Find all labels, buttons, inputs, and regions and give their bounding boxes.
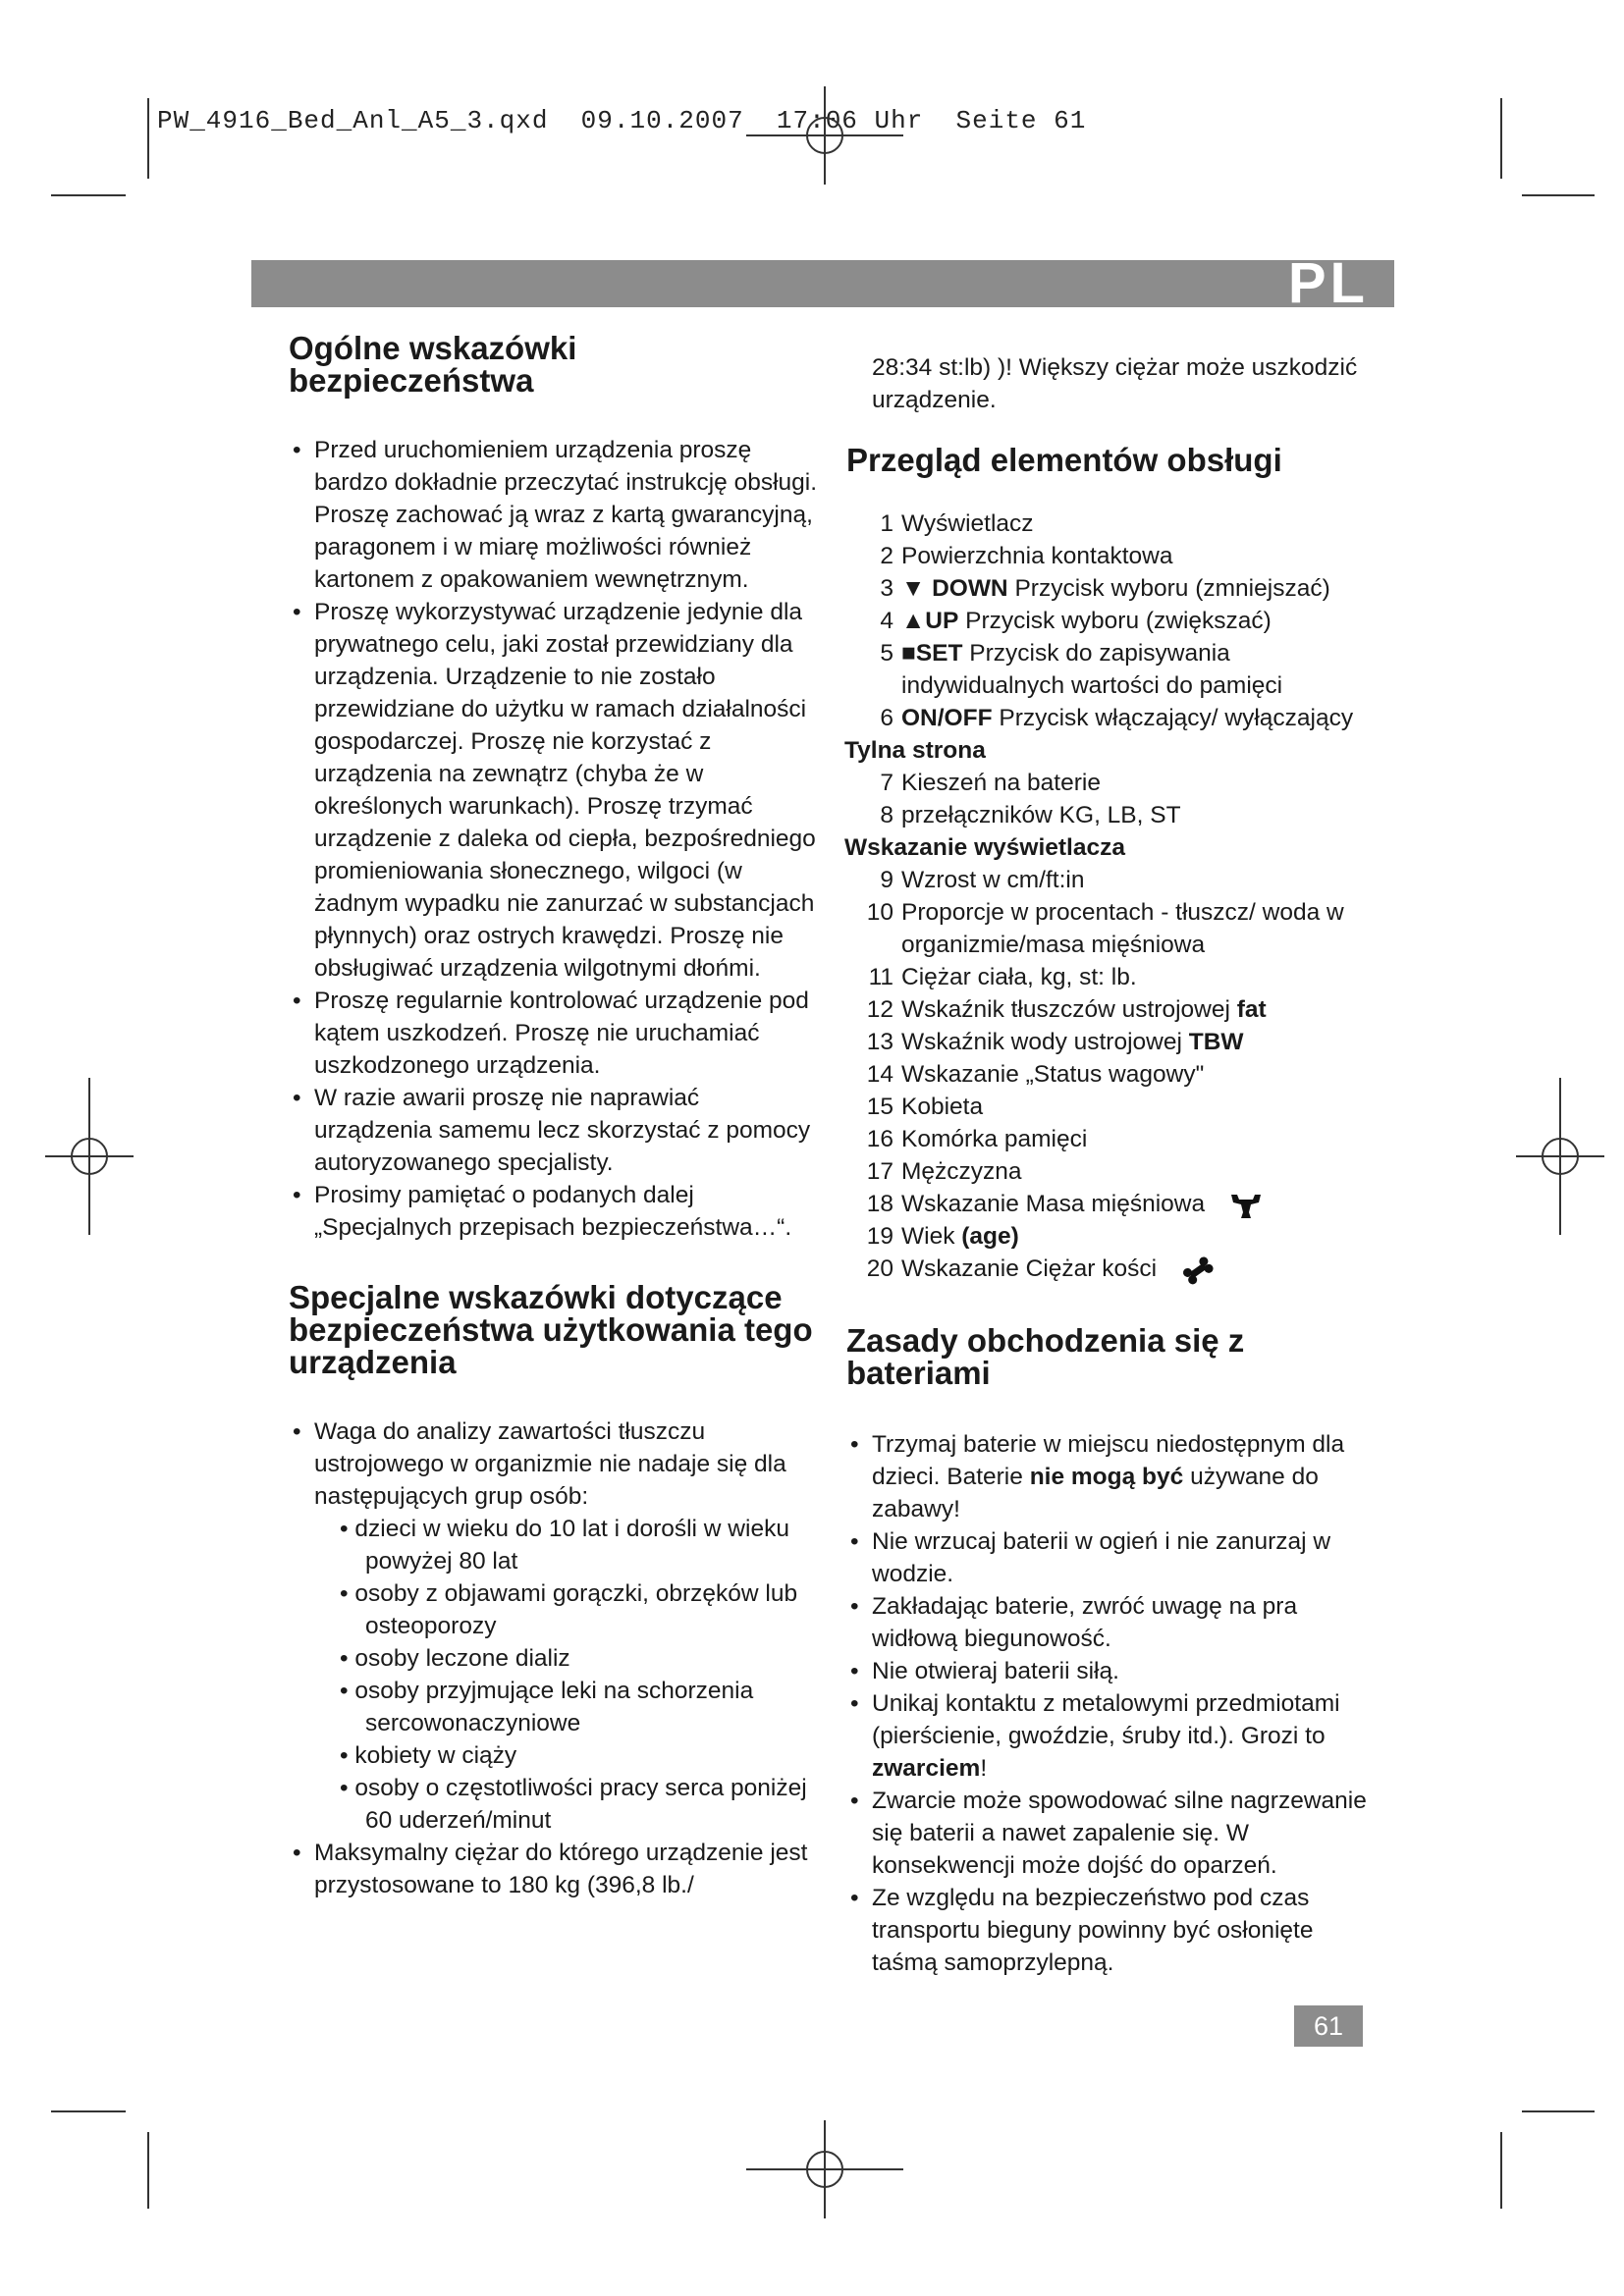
list-item: • osoby przyjmujące leki na schorzenia sercowonaczyniowe: [314, 1675, 819, 1739]
list-item: 6 ON/OFF Przycisk włączający/ wyłączający: [880, 705, 1354, 731]
up-arrow-icon: ▲: [901, 608, 926, 634]
list-item: 4 ▲UP Przycisk wyboru (zwiększać): [880, 608, 1272, 634]
battery-handling-title: Zasady obchodzenia się z bateriami: [846, 1322, 1245, 1391]
list-item: 9 Wzrost w cm/ft:in: [880, 867, 1085, 893]
language-header-band: [251, 251, 1394, 315]
list-item: 15 Kobieta: [866, 1094, 984, 1120]
registration-mark-top-icon: [746, 86, 903, 185]
list-item: 12 Wskaźnik tłuszczów ustrojowej fat: [866, 996, 1267, 1023]
crop-mark-top-left-h: [51, 194, 126, 196]
back-side-label: Tylna strona: [844, 737, 986, 764]
list-item: • Proszę wykorzystywać urządzenie jedynie dla prywatnego celu, jaki został przewidziany dla urządzenia. Urządzenie to nie zostało przewidziane do użytku w ramach działalności gospodarczej. Proszę nie korzystać z urządzenia na zewnątrz (chyba że w określonych warunkach). Proszę trzymać urządzenie z daleka od ciepła, bezpośredniego promieniowania słonecznego, wilgoci (w żadnym wypadku nie zanurzać w substancjach płynnych) oraz ostrych krawędzi. Proszę nie obsługiwać urządzenia wilgotnymi dłońmi.: [289, 596, 819, 985]
battery-list: [846, 1428, 1377, 1979]
list-item: 8 przełączników KG, LB, ST: [880, 802, 1181, 828]
controls-list: [846, 507, 1377, 734]
muscle-mass-icon: [1229, 1191, 1263, 1220]
list-item: 7 Kieszeń na baterie: [880, 770, 1101, 796]
list-item: 17 Mężczyzna: [866, 1158, 1022, 1185]
list-item: • osoby z objawami gorączki, obrzęków lub osteoporozy: [314, 1577, 819, 1642]
list-item: 3 ▼ DOWN Przycisk wyboru (zmniejszać): [880, 575, 1330, 602]
list-item: 5 ■SET Przycisk do zapisywania indywidualnych wartości do pamięci: [880, 640, 1283, 699]
list-item: 14 Wskazanie „Status wagowy": [866, 1061, 1205, 1088]
controls-overview-title: Przegląd elementów obsługi: [846, 442, 1282, 478]
crop-mark-top-right-v: [1500, 98, 1502, 179]
registration-mark-bottom-icon: [746, 2120, 903, 2218]
list-item: • Unikaj kontaktu z metalowymi przedmiotami (pierścienie, gwoździe, śruby itd.). Grozi to zwarciem!: [846, 1687, 1377, 1785]
list-item: 19 Wiek (age): [866, 1223, 1019, 1250]
excluded-groups-list: [314, 1513, 819, 1837]
down-arrow-icon: ▼: [901, 575, 933, 602]
registration-mark-right-icon: [1516, 1078, 1604, 1235]
list-item: • Nie wrzucaj baterii w ogień i nie zanurzaj w wodzie.: [846, 1525, 1377, 1590]
list-item: 18 Wskazanie Masa mięśniowa: [846, 1188, 1377, 1220]
list-item: 16 Komórka pamięci: [866, 1126, 1088, 1152]
continuation-text: 28:34 st:lb) )! Większy ciężar może uszkodzić urządzenie.: [872, 354, 1358, 413]
list-item: • W razie awarii proszę nie naprawiać urządzenia samemu lecz skorzystać z pomocy autoryzowanego specjalisty.: [289, 1082, 819, 1179]
list-item: 10 Proporcje w procentach - tłuszcz/ woda w organizmie/masa mięśniowa: [866, 899, 1344, 958]
list-item: • Przed uruchomieniem urządzenia proszę bardzo dokładnie przeczytać instrukcję obsługi. Proszę zachować ją wraz z kartą gwarancyjną, paragonem i w miarę możliwości również kartonem z opakowaniem wewnętrznym.: [289, 434, 819, 596]
set-square-icon: ■: [901, 640, 916, 667]
crop-mark-top-right-h: [1522, 194, 1595, 196]
list-item: • osoby o częstotliwości pracy serca poniżej 60 uderzeń/minut: [314, 1772, 819, 1837]
list-item: • Ze względu na bezpieczeństwo pod czas transportu bieguny powinny być osłonięte taśmą samoprzylepną.: [846, 1882, 1377, 1979]
bone-icon: [1181, 1255, 1215, 1285]
language-code: PL: [1287, 251, 1369, 315]
display-label: Wskazanie wyświetlacza: [844, 834, 1125, 861]
crop-mark-bottom-right-v: [1500, 2132, 1502, 2209]
list-item: • Proszę regularnie kontrolować urządzenie pod kątem uszkodzeń. Proszę nie uruchamiać uszkodzonego urządzenia.: [289, 985, 819, 1082]
list-item: [289, 1415, 819, 1837]
back-side-list: [846, 767, 1377, 831]
page-number: 61: [1294, 2005, 1363, 2047]
list-item: • kobiety w ciąży: [314, 1739, 819, 1772]
list-item: • Zakładając baterie, zwróć uwagę na pra widłową biegunowość.: [846, 1590, 1377, 1655]
list-item: • osoby leczone dializ: [314, 1642, 819, 1675]
crop-mark-bottom-left-v: [147, 2132, 149, 2209]
file-slug: PW_4916_Bed_Anl_A5_3.qxd 09.10.2007 17:06 Uhr Seite 61: [157, 106, 1087, 135]
display-list: [846, 864, 1377, 1285]
list-item: • Zwarcie może spowodować silne nagrzewanie się baterii a nawet zapalenie się. W konsekwencji może dojść do oparzeń.: [846, 1785, 1377, 1882]
list-item: 11 Ciężar ciała, kg, st: lb.: [868, 964, 1137, 990]
list-item: 2 Powierzchnia kontaktowa: [880, 543, 1173, 569]
special-safety-list: [289, 1415, 819, 1901]
list-item: • dzieci w wieku do 10 lat i dorośli w wieku powyżej 80 lat: [314, 1513, 819, 1577]
crop-mark-bottom-right-h: [1522, 2110, 1595, 2112]
list-item: • Maksymalny ciężar do którego urządzenie jest przystosowane to 180 kg (396,8 lb./: [289, 1837, 819, 1901]
list-item: • Prosimy pamiętać o podanych dalej „Specjalnych przepisach bezpieczeństwa…“.: [289, 1179, 819, 1244]
left-column: [289, 332, 819, 1901]
right-column: [846, 351, 1377, 1979]
general-safety-list: [289, 434, 819, 1244]
general-safety-title: Ogólne wskazówki bezpieczeństwa: [289, 330, 577, 399]
crop-mark-top-left-v: [147, 98, 149, 179]
registration-mark-left-icon: [45, 1078, 134, 1235]
special-intro: Waga do analizy zawartości tłuszczu ustrojowego w organizmie nie nadaje się dla następujących grup osób:: [314, 1418, 786, 1510]
crop-mark-bottom-left-h: [51, 2110, 126, 2112]
list-item: 1 Wyświetlacz: [880, 510, 1034, 537]
list-item: 20 Wskazanie Ciężar kości: [846, 1253, 1377, 1285]
list-item: • Trzymaj baterie w miejscu niedostępnym dla dzieci. Baterie nie mogą być używane do zabawy!: [846, 1428, 1377, 1525]
special-safety-title: Specjalne wskazówki dotyczące bezpieczeństwa użytkowania tego urządzenia: [289, 1279, 813, 1380]
list-item: • Nie otwieraj baterii siłą.: [846, 1655, 1377, 1687]
list-item: 13 Wskaźnik wody ustrojowej TBW: [866, 1029, 1244, 1055]
